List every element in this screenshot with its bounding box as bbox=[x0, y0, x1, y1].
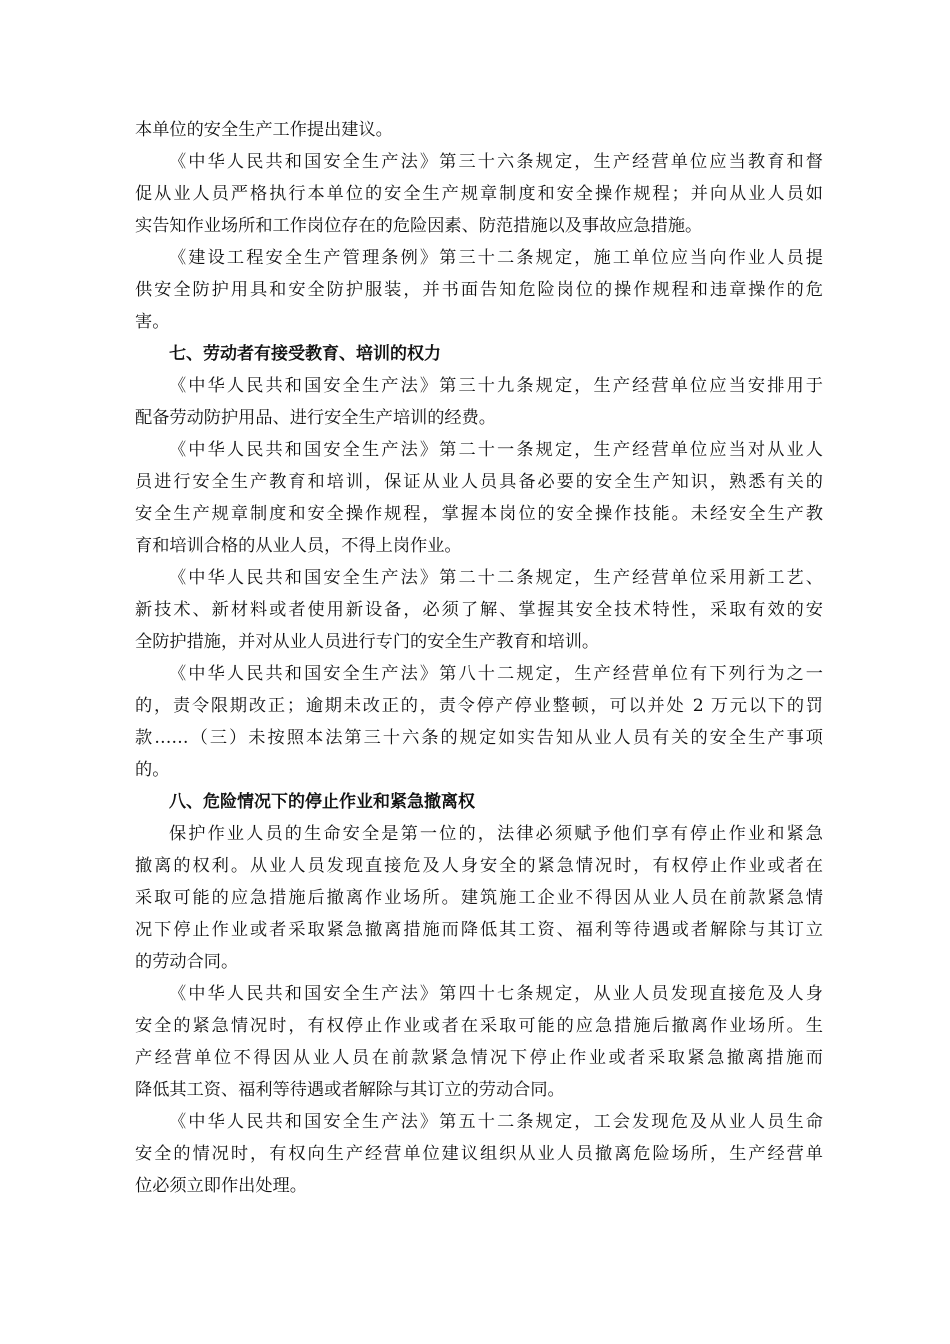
text-line: 《中华人民共和国安全生产法》第八十二规定，生产经营单位有下列行为之一 bbox=[169, 664, 823, 684]
text-line: 安全生产规章制度和安全操作规程，掌握本岗位的安全操作技能。未经安全生产教 bbox=[135, 504, 823, 524]
body-paragraph bbox=[135, 562, 823, 658]
text-line: 八、危险情况下的停止作业和紧急撤离权 bbox=[169, 792, 475, 812]
section-heading bbox=[135, 338, 823, 370]
text-line: 育和培训合格的从业人员，不得上岗作业。 bbox=[135, 536, 462, 556]
text-line: 害。 bbox=[135, 312, 170, 332]
body-paragraph bbox=[135, 114, 823, 146]
text-line: 撤离的权利。从业人员发现直接危及人身安全的紧急情况时，有权停止作业或者在 bbox=[135, 856, 823, 876]
text-line: 《建设工程安全生产管理条例》第三十二条规定，施工单位应当向作业人员提 bbox=[169, 248, 823, 268]
text-line: 七、劳动者有接受教育、培训的权力 bbox=[169, 344, 441, 364]
text-line: 保护作业人员的生命安全是第一位的，法律必须赋予他们享有停止作业和紧急 bbox=[169, 824, 823, 844]
section-heading bbox=[135, 786, 823, 818]
text-line: 的劳动合同。 bbox=[135, 952, 239, 972]
text-line: 促从业人员严格执行本单位的安全生产规章制度和安全操作规程；并向从业人员如 bbox=[135, 184, 823, 204]
text-line: 《中华人民共和国安全生产法》第二十二条规定，生产经营单位采用新工艺、 bbox=[169, 568, 823, 588]
text-line: 位必须立即作出处理。 bbox=[135, 1176, 307, 1196]
text-line: 的。 bbox=[135, 760, 170, 780]
text-line: 全防护措施，并对从业人员进行专门的安全生产教育和培训。 bbox=[135, 632, 600, 652]
text-line: 降低其工资、福利等待遇或者解除与其订立的劳动合同。 bbox=[135, 1080, 565, 1100]
text-line: 《中华人民共和国安全生产法》第五十二条规定，工会发现危及从业人员生命 bbox=[169, 1112, 823, 1132]
text-line: 《中华人民共和国安全生产法》第四十七条规定，从业人员发现直接危及人身 bbox=[169, 984, 823, 1004]
text-line: 供安全防护用具和安全防护服装，并书面告知危险岗位的操作规程和违章操作的危 bbox=[135, 280, 823, 300]
text-line: 新技术、新材料或者使用新设备，必须了解、掌握其安全技术特性，采取有效的安 bbox=[135, 600, 823, 620]
text-line: 安全的情况时，有权向生产经营单位建议组织从业人员撤离危险场所，生产经营单 bbox=[135, 1144, 823, 1164]
text-line: 《中华人民共和国安全生产法》第三十九条规定，生产经营单位应当安排用于 bbox=[169, 376, 823, 396]
text-line: 采取可能的应急措施后撤离作业场所。建筑施工企业不得因从业人员在前款紧急情 bbox=[135, 888, 823, 908]
text-line: 《中华人民共和国安全生产法》第三十六条规定，生产经营单位应当教育和督 bbox=[169, 152, 823, 172]
text-line: 实告知作业场所和工作岗位存在的危险因素、防范措施以及事故应急措施。 bbox=[135, 216, 703, 236]
text-line: 配备劳动防护用品、进行安全生产培训的经费。 bbox=[135, 408, 496, 428]
body-paragraph bbox=[135, 978, 823, 1106]
text-line: 本单位的安全生产工作提出建议。 bbox=[135, 120, 393, 140]
document-page bbox=[135, 114, 823, 1202]
text-line: 的，责令限期改正；逾期未改正的，责令停产停业整顿，可以并处 2 万元以下的罚 bbox=[135, 696, 823, 716]
text-line: 安全的紧急情况时，有权停止作业或者在采取可能的应急措施后撤离作业场所。生 bbox=[135, 1016, 823, 1036]
text-line: 款……（三）未按照本法第三十六条的规定如实告知从业人员有关的安全生产事项 bbox=[135, 728, 823, 748]
text-line: 产经营单位不得因从业人员在前款紧急情况下停止作业或者采取紧急撤离措施而 bbox=[135, 1048, 823, 1068]
body-paragraph bbox=[135, 146, 823, 242]
text-line: 《中华人民共和国安全生产法》第二十一条规定，生产经营单位应当对从业人 bbox=[169, 440, 823, 460]
body-paragraph bbox=[135, 658, 823, 786]
body-paragraph bbox=[135, 1106, 823, 1202]
body-paragraph bbox=[135, 370, 823, 434]
body-paragraph bbox=[135, 818, 823, 978]
body-paragraph bbox=[135, 434, 823, 562]
body-paragraph bbox=[135, 242, 823, 338]
text-line: 况下停止作业或者采取紧急撤离措施而降低其工资、福利等待遇或者解除与其订立 bbox=[135, 920, 823, 940]
text-line: 员进行安全生产教育和培训，保证从业人员具备必要的安全生产知识，熟悉有关的 bbox=[135, 472, 823, 492]
